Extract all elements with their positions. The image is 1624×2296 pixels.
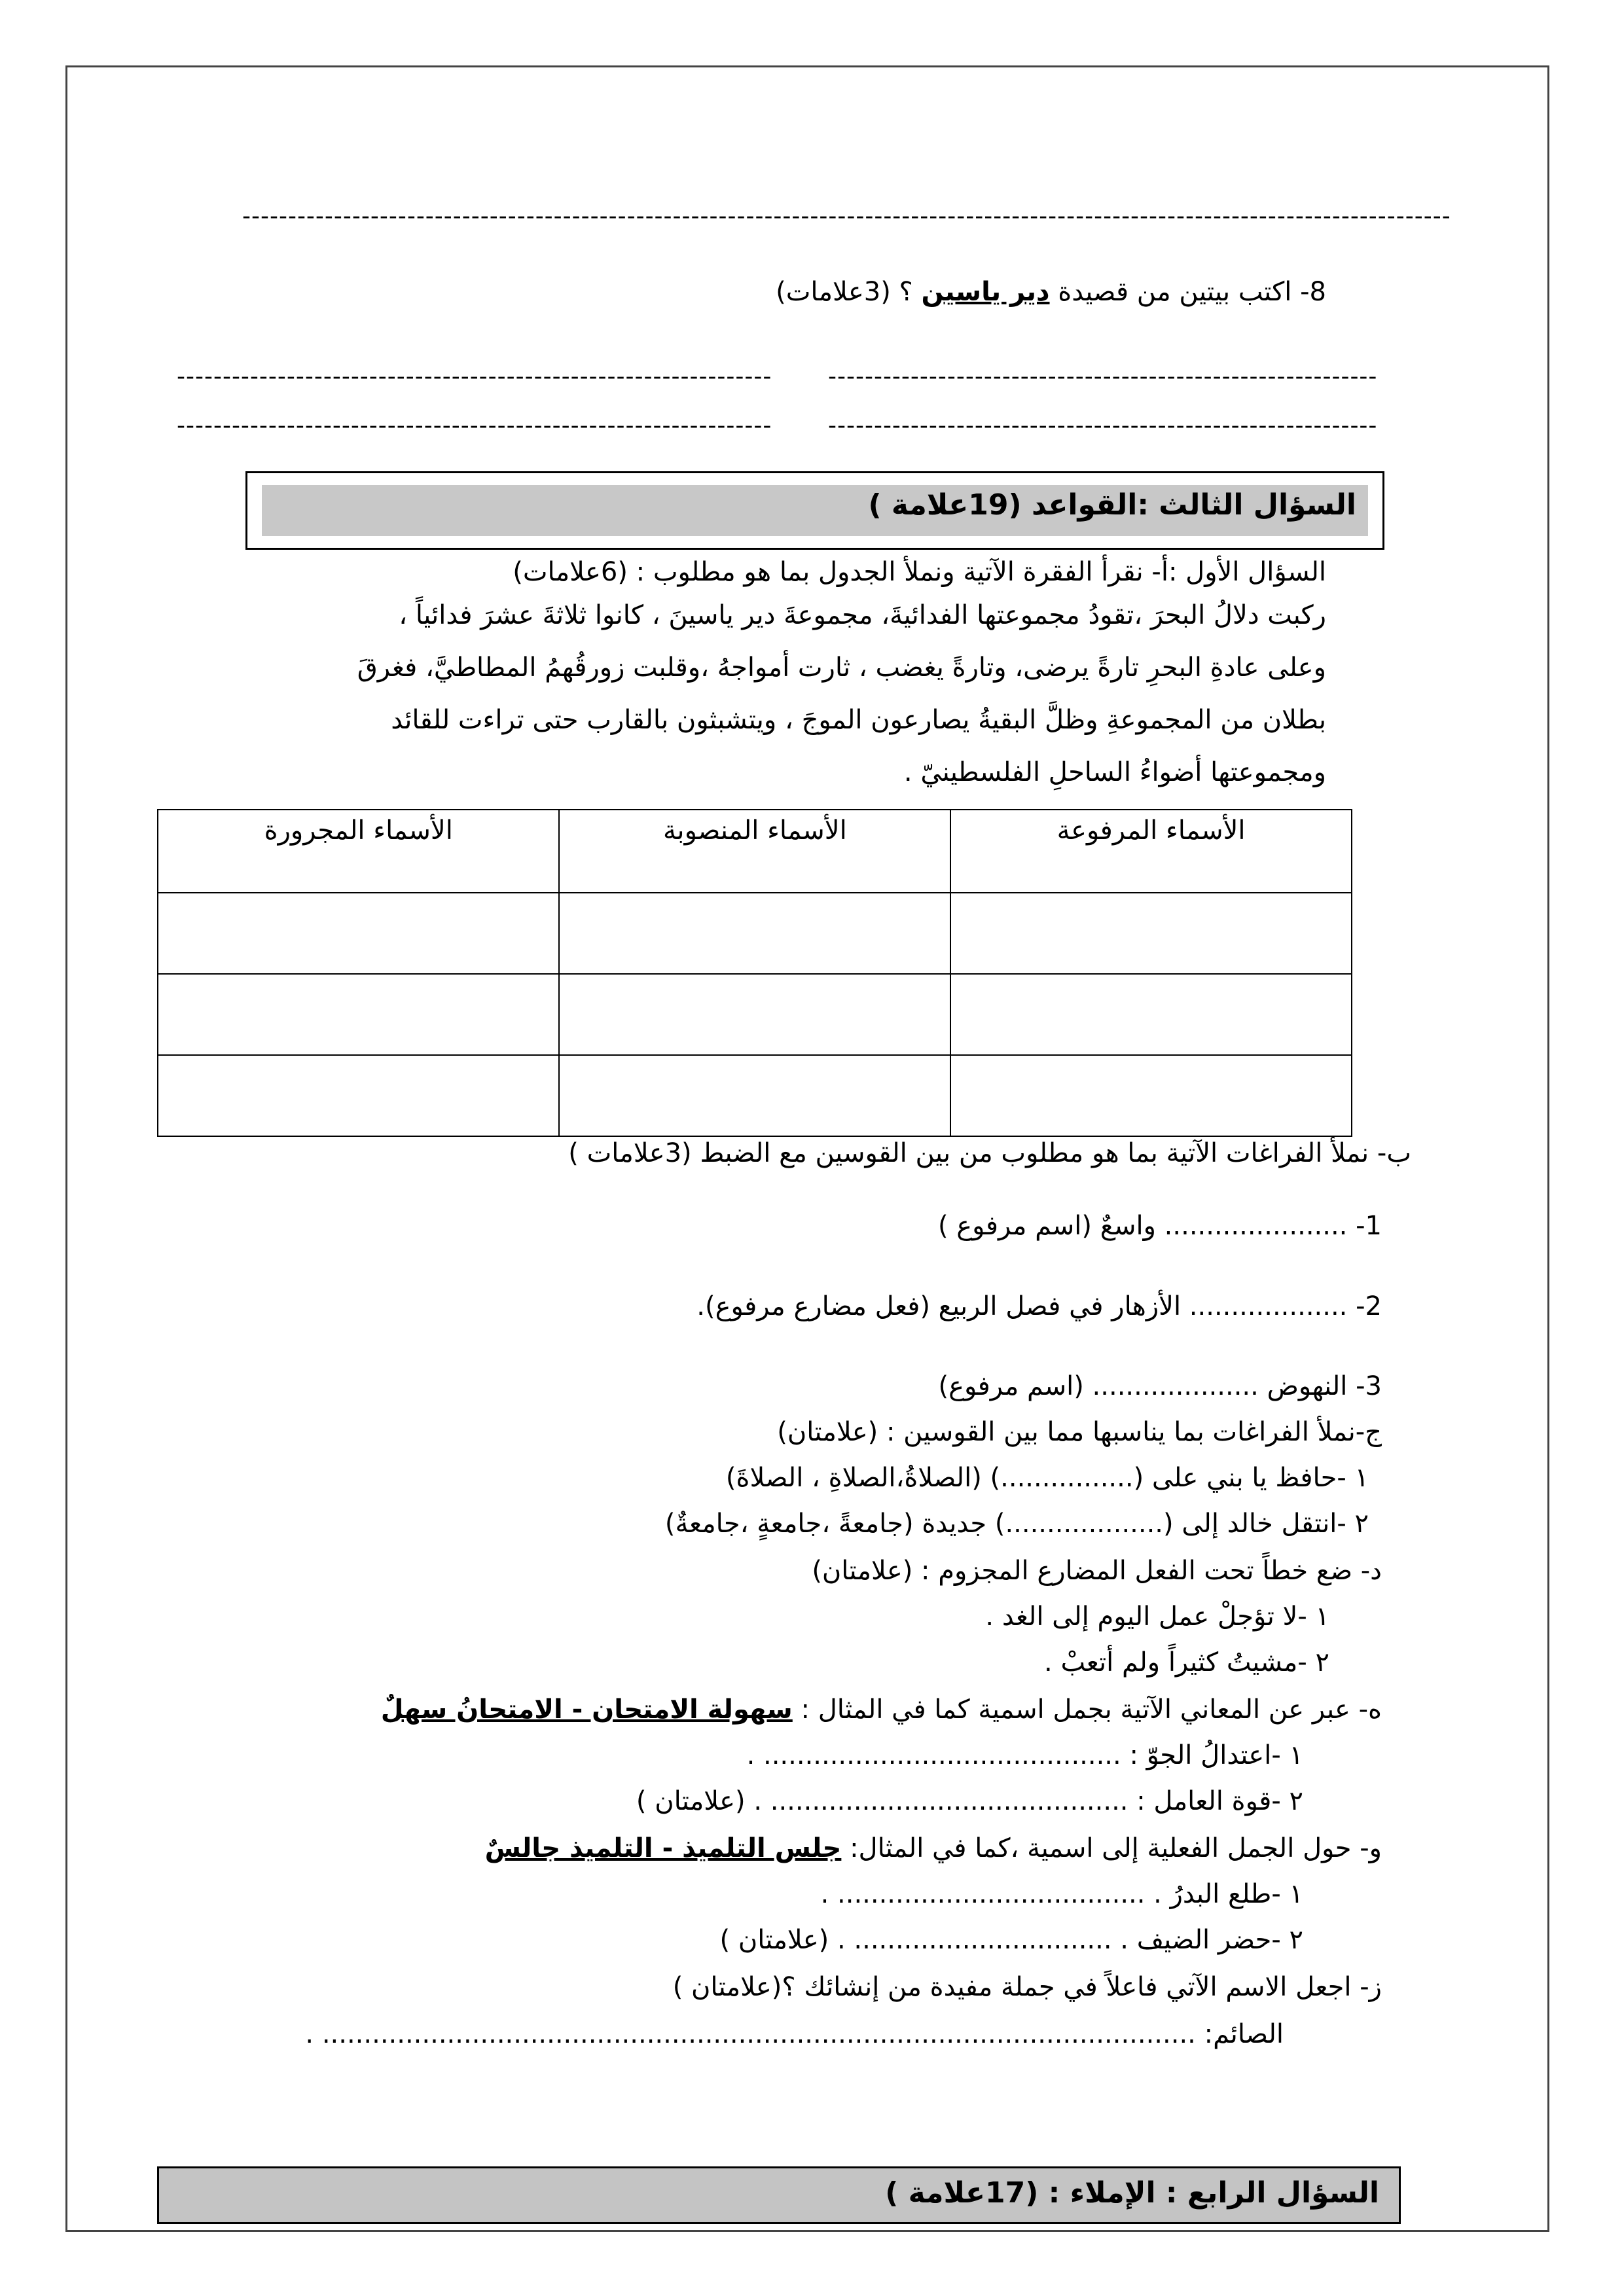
part-e-prompt-text: ه- عبر عن المعاني الآتية بجمل اسمية كما في المثال : xyxy=(801,1695,1382,1725)
paragraph-line: بطلان من المجموعةِ وظلَّ البقيةُ يصارعون الموجَ ، ويتشبثون بالقارب حتى تراءت للقائد xyxy=(391,705,1326,735)
part-e-example: سهولة الامتحان - الامتحانُ سهلٌ xyxy=(380,1695,793,1725)
header-accusative: الأسماء المنصوبة xyxy=(559,810,950,893)
paragraph-line: ركبت دلالُ البحرَ ،تقودُ مجموعتها الفدائيةَ، مجموعةَ دير ياسينَ ، كانوا ثلاثةَ عشرَ فدائياً ، xyxy=(399,600,1326,630)
part-a-prompt: السؤال الأول :أ- نقرأ الفقرة الآتية ونملأ الجدول بما هو مطلوب : (6علامات) xyxy=(513,557,1326,587)
part-a-paragraph xyxy=(279,589,1326,798)
table-cell[interactable] xyxy=(559,974,950,1055)
header-nominative: الأسماء المرفوعة xyxy=(950,810,1352,893)
part-e-item-1: ١ -اعتدالُ الجوّ : ........................................... . xyxy=(746,1740,1303,1770)
table-row xyxy=(158,1055,1352,1136)
noun-cases-table xyxy=(157,809,1352,1137)
header-genitive: الأسماء المجرورة xyxy=(158,810,559,893)
table-cell[interactable] xyxy=(158,1055,559,1136)
section-3-header xyxy=(245,471,1384,550)
part-g-item: الصائم: ......................................................................................................... . xyxy=(305,2019,1284,2049)
table-cell[interactable] xyxy=(559,893,950,974)
table-cell[interactable] xyxy=(158,974,559,1055)
part-f-item-2: ٢ -حضر الضيف . ............................... . (علامتان ) xyxy=(719,1925,1303,1955)
section-3-title: السؤال الثالث :القواعد (19علامة ) xyxy=(868,488,1356,522)
part-c-prompt: ج-نملأ الفراغات بما يناسبها مما بين القوسين : (علامتان) xyxy=(777,1417,1382,1447)
section-4-header xyxy=(157,2166,1401,2224)
part-g-prompt: ز- اجعل الاسم الآتي فاعلاً في جملة مفيدة من إنشائك ؟(علامتان ) xyxy=(672,1972,1382,2002)
part-f-prompt xyxy=(485,1830,1382,1867)
answer-line: ----------------------------------------------------------------- xyxy=(177,412,772,439)
table-cell[interactable] xyxy=(158,893,559,974)
poem-title: دير ياسين xyxy=(921,277,1050,307)
separator-line: ------------------------------------------------------------------------------------------------------------------------------------ xyxy=(242,203,1451,230)
answer-line: ------------------------------------------------------------ xyxy=(828,412,1378,439)
paragraph-line: وعلى عادةِ البحرِ تارةً يرضى، وتارةً يغضب ، ثارت أمواجهُ ،وقلبت زورقُهمُ المطاطيَّ، فغرقَ xyxy=(357,653,1326,683)
table-cell[interactable] xyxy=(950,974,1352,1055)
part-b-item-1: 1- ...................... واسعٌ (اسم مرفوع ) xyxy=(937,1211,1382,1241)
part-f-example: جلس التلميذ - التلميذ جالسٌ xyxy=(484,1833,842,1863)
part-b-prompt: ب- نملأ الفراغات الآتية بما هو مطلوب من بين القوسين مع الضبط (3علامات ) xyxy=(568,1138,1411,1168)
table-cell[interactable] xyxy=(950,893,1352,974)
part-c-item-2: ٢ -انتقل خالد إلى (...................) جديدة (جامعةً ،جامعةٍ ،جامعةٌ) xyxy=(664,1509,1369,1539)
paragraph-line: ومجموعتها أضواءُ الساحلِ الفلسطينيّ . xyxy=(903,757,1326,787)
part-b-item-3: 3- النهوض .................... (اسم مرفوع) xyxy=(938,1371,1382,1401)
part-d-item-1: ١ -لا تؤجلْ عمل اليوم إلى الغد . xyxy=(985,1602,1329,1632)
part-b-item-2: 2- ................... الأزهار في فصل الربيع (فعل مضارع مرفوع). xyxy=(696,1291,1382,1321)
table-row xyxy=(158,974,1352,1055)
part-c-item-1: ١ -حافظ يا بني على (................) (الصلاةُ،الصلاةِ ، الصلاةَ) xyxy=(725,1463,1369,1493)
answer-line: ----------------------------------------------------------------- xyxy=(177,363,772,390)
part-f-item-1: ١ -طلع البدرُ . ..................................... . xyxy=(820,1879,1303,1909)
question-8 xyxy=(776,274,1326,310)
part-d-prompt: د- ضع خطاً تحت الفعل المضارع المجزوم : (علامتان) xyxy=(812,1556,1382,1586)
table-row xyxy=(158,893,1352,974)
answer-line: ------------------------------------------------------------ xyxy=(828,363,1378,390)
table-header-row xyxy=(158,810,1352,893)
question-8-marks: ؟ (3علامات) xyxy=(776,277,913,307)
table-cell[interactable] xyxy=(950,1055,1352,1136)
section-4-title: السؤال الرابع : الإملاء : (17علامة ) xyxy=(885,2176,1379,2210)
part-f-prompt-text: و- حول الجمل الفعلية إلى اسمية ،كما في المثال: xyxy=(850,1833,1382,1863)
question-8-label: 8- اكتب بيتين من قصيدة xyxy=(1058,277,1326,307)
part-d-item-2: ٢ -مشيتُ كثيراً ولم أتعبْ . xyxy=(1044,1647,1329,1677)
table-cell[interactable] xyxy=(559,1055,950,1136)
part-e-item-2: ٢ -قوة العامل : ........................................... . (علامتان ) xyxy=(636,1786,1303,1816)
part-e-prompt xyxy=(381,1691,1382,1728)
